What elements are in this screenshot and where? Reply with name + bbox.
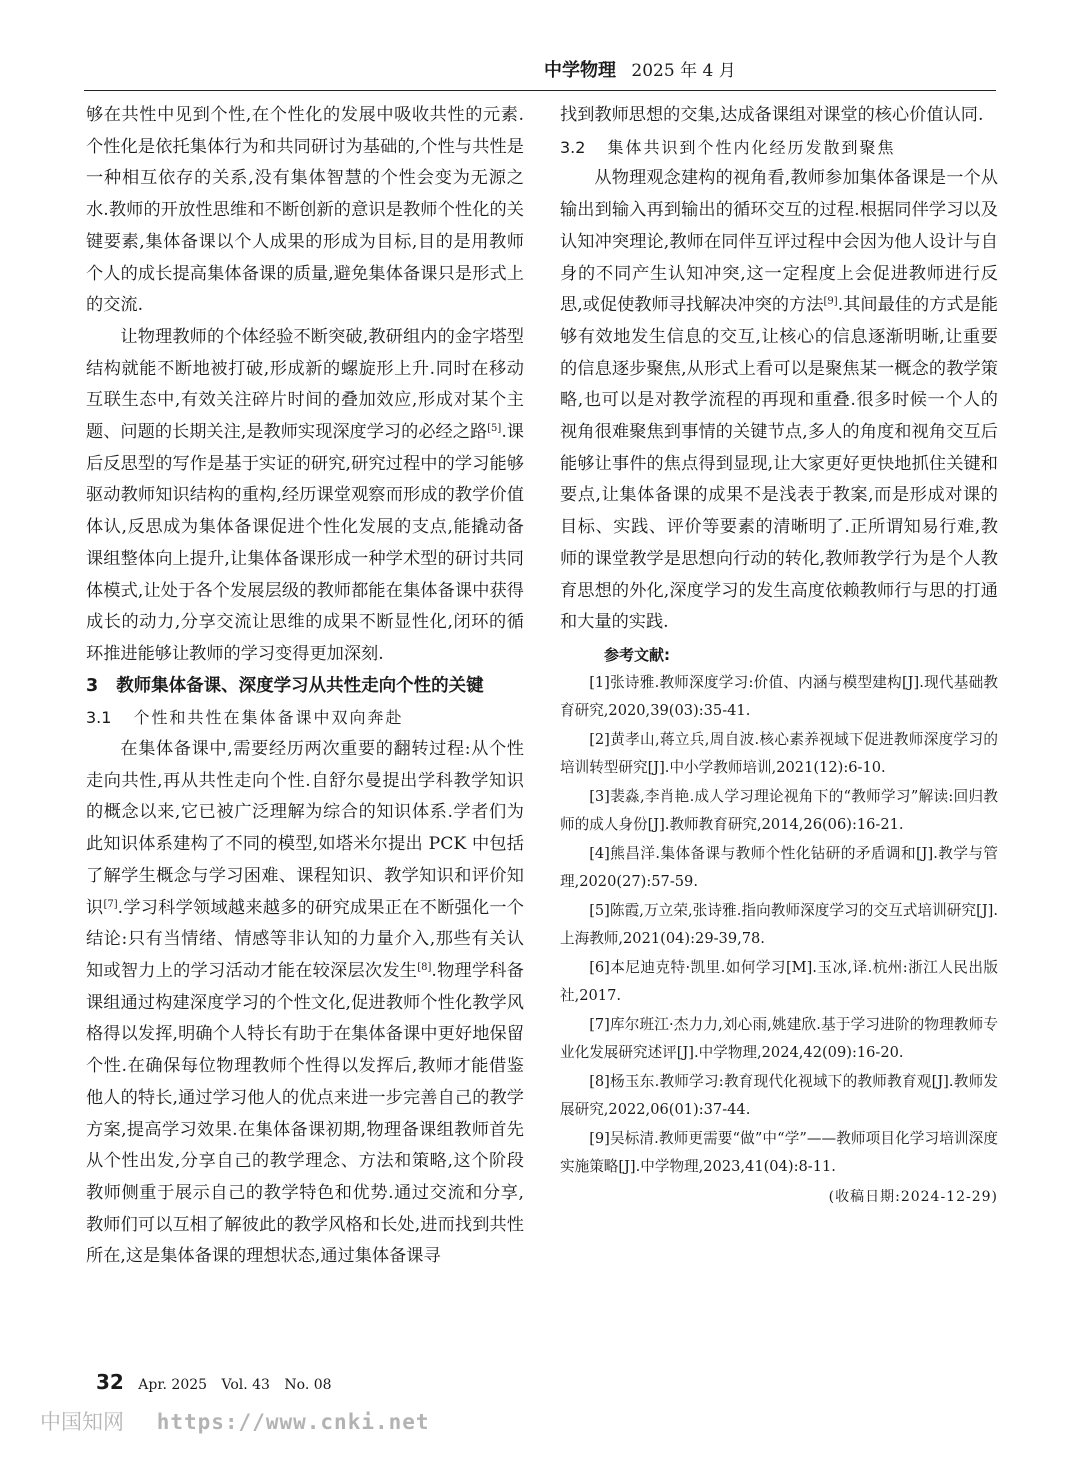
paragraph: 够在共性中见到个性,在个性化的发展中吸收共性的元素.个性化是依托集体行为和共同研讨为基础的,个性与共性是一种相互依存的关系,没有集体智慧的个性会变为无源之水.教师的开放性思维和不断创新的意识是教师个性化的关键要素,集体备课以个人成果的形成为目标,目的是用教师个人的成长提高集体备课的质量,避免集体备课只是形式上的交流. [86, 105, 524, 316]
citation: [9] [823, 296, 838, 308]
watermark-brand: 中国知网 [40, 1410, 124, 1434]
paragraph: 在集体备课中,需要经历两次重要的翻转过程:从个性走向共性,再从共性走向个性.自舒尔曼提出学科教学知识的概念以来,它已被广泛理解为综合的知识体系.学者们为此知识体系建构了不同的模型,如塔米尔提出 PCK 中包括了解学生概念与学习困难、课程知识、教学知识和评价知识[7].学习科学领域越来越多的研究成果正在不断强化一个结论:只有当情绪、情感等非认知的力量介入,那些有关认知或智力上的学习活动才能在较深层次发生[8].物理学科备课组通过构建深度学习的个性文化,促进教师个性化教学风格得以发挥,明确个人特长有助于在集体备课中更好地保留个性.在确保每位物理教师个性得以发挥后,教师才能借鉴他人的特长,通过学习他人的优点来进一步完善自己的教学方案,提高学习效果.在集体备课初期,物理备课组教师首先从个性出发,分享自己的教学理念、方法和策略,这个阶段教师侧重于展示自己的教学特色和优势.通过交流和分享,教师们可以互相了解彼此的教学风格和长处,进而找到共性所在,这是集体备课的理想状态,通过集体备课寻 [86, 739, 524, 1267]
footer-volume: Vol. 43 [221, 1377, 270, 1393]
citation: [8] [417, 961, 432, 973]
issue-date: 2025 年 4 月 [631, 61, 736, 81]
reference-item: [9]吴标清.教师更需要“做”中“学”——教师项目化学习培训深度实施策略[J].中学物理,2023,41(04):8-11. [560, 1129, 998, 1176]
paragraph: 找到教师思想的交集,达成备课组对课堂的核心价值认同. [560, 105, 984, 125]
citation: [7] [103, 898, 118, 910]
references-title: 参考文献: [604, 645, 670, 664]
citation: [5] [487, 423, 502, 435]
subsection-heading: 3.2 集体共识到个性内化经历发散到聚焦 [560, 137, 896, 157]
reference-item: [4]熊昌洋.集体备课与教师个性化钻研的矛盾调和[J].教学与管理,2020(27):57-59. [560, 844, 998, 891]
reference-item: [3]裴淼,李肖艳.成人学习理论视角下的“教师学习”解读:回归教师的成人身份[J].教师教育研究,2014,26(06):16-21. [560, 787, 998, 834]
header-text [544, 56, 736, 82]
reference-item: [5]陈霞,万立荣,张诗雅.指向教师深度学习的交互式培训研究[J].上海教师,2021(04):29-39,78. [560, 901, 998, 948]
reference-item: [1]张诗雅.教师深度学习:价值、内涵与模型建构[J].现代基础教育研究,2020,39(03):35-41. [560, 673, 998, 720]
reference-item: [6]本尼迪克特·凯里.如何学习[M].玉冰,译.杭州:浙江人民出版社,2017. [560, 958, 998, 1005]
reference-item: [8]杨玉东.教师学习:教育现代化视域下的教师教育观[J].教师发展研究,2022,06(01):37-44. [560, 1072, 998, 1119]
footer-number: No. 08 [284, 1377, 332, 1393]
reference-item: [2]黄孝山,蒋立兵,周自波.核心素养视域下促进教师深度学习的培训转型研究[J].中小学教师培训,2021(12):6-10. [560, 730, 998, 777]
journal-name: 中学物理 [544, 60, 616, 81]
paragraph: 从物理观念建构的视角看,教师参加集体备课是一个从输出到输入再到输出的循环交互的过程.根据同伴学习以及认知冲突理论,教师在同伴互评过程中会因为他人设计与自身的不同产生认知冲突,这一定程度上会促进教师进行反思,或促使教师寻找解决冲突的方法[9].其间最佳的方式是能够有效地发生信息的交互,让核心的信息逐渐明晰,让重要的信息逐步聚焦,从形式上看可以是聚焦某一概念的教学策略,也可以是对教学流程的再现和重叠.很多时候一个人的视角很难聚焦到事情的关键节点,多人的角度和视角交互后能够让事件的焦点得到显现,让大家更好更快地抓住关键和要点,让集体备课的成果不是浅表于教案,而是形成对课的目标、实践、评价等要素的清晰明了.正所谓知易行难,教师的课堂教学是思想向行动的转化,教师教学行为是个人教育思想的外化,深度学习的发生高度依赖教师行与思的打通和大量的实践. [560, 168, 998, 633]
page-number: 32 [96, 1370, 124, 1394]
watermark-url: https://www.cnki.net [156, 1410, 430, 1434]
footer-month: Apr. 2025 [138, 1377, 208, 1393]
left-column [86, 100, 524, 1273]
section-heading: 3 教师集体备课、深度学习从共性走向个性的关键 [86, 675, 484, 696]
page-header [84, 50, 996, 91]
cnki-watermark [40, 1406, 430, 1436]
page-footer [96, 1370, 342, 1394]
reference-list [560, 669, 998, 1182]
reference-item: [7]库尔班江·杰力力,刘心雨,姚建欣.基于学习进阶的物理教师专业化发展研究述评[J].中学物理,2024,42(09):16-20. [560, 1015, 998, 1062]
received-date: (收稿日期:2024-12-29) [828, 1188, 998, 1205]
subsection-heading: 3.1 个性和共性在集体备课中双向奔赴 [86, 708, 404, 728]
paragraph: 让物理教师的个体经验不断突破,教研组内的金字塔型结构就能不断地被打破,形成新的螺旋形上升.同时在移动互联生态中,有效关注碎片时间的叠加效应,形成对某个主题、问题的长期关注,是教师实现深度学习的必经之路[5].课后反思型的写作是基于实证的研究,研究过程中的学习能够驱动教师知识结构的重构,经历课堂观察而形成的教学价值体认,反思成为集体备课促进个性化发展的支点,能撬动备课组整体向上提升,让集体备课形成一种学术型的研讨共同体模式,让处于各个发展层级的教师都能在集体备课中获得成长的动力,分享交流让思维的成果不断显性化,闭环的循环推进能够让教师的学习变得更加深刻. [86, 326, 524, 664]
right-column [560, 100, 998, 1212]
